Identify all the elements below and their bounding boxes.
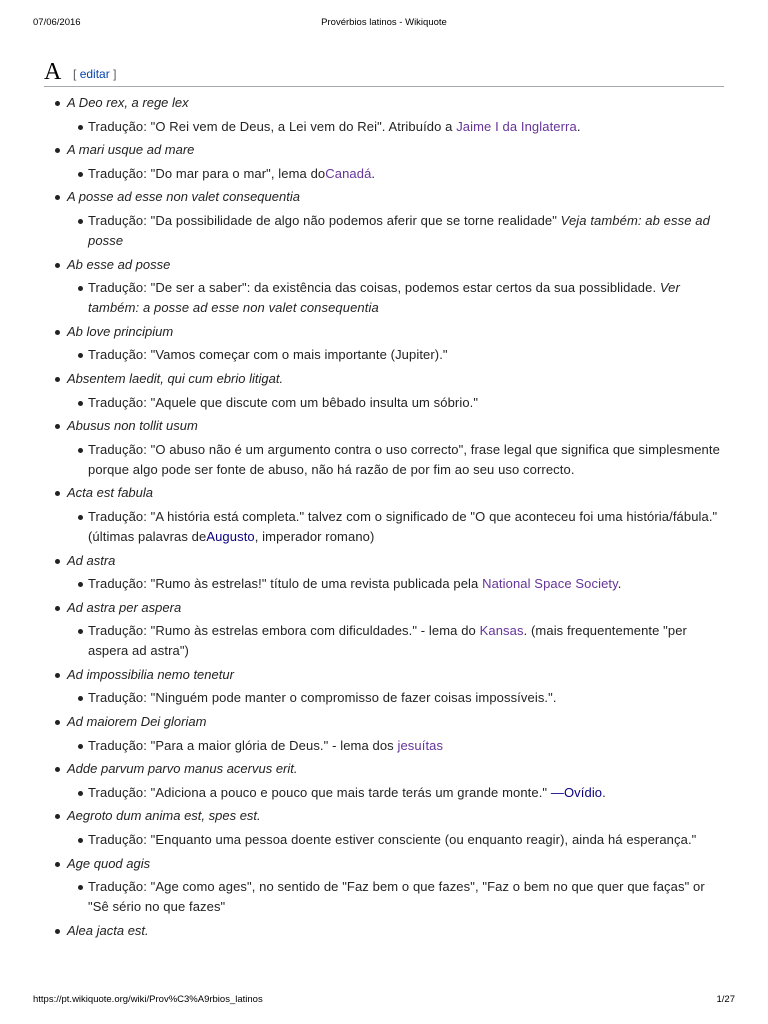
translation-list	[67, 830, 724, 850]
proverb-item	[44, 921, 724, 941]
proverb-item	[44, 483, 724, 547]
translation-text: Tradução: "Vamos começar com o mais importante (Jupiter)."	[88, 347, 448, 363]
translation-text: Tradução: "Age como ages", no sentido de "Faz bem o que fazes", "Faz o bem no que quer que faças" or "Sê sério no que fazes"	[88, 879, 705, 915]
translation-item	[67, 688, 724, 708]
proverb-text: Ad maiorem Dei gloriam	[67, 714, 207, 730]
translation-text: Tradução: "Aquele que discute com um bêbado insulta um sóbrio."	[88, 394, 479, 410]
translation-text: Tradução: "Rumo às estrelas embora com dificuldades." - lema do	[88, 623, 480, 639]
wiki-link[interactable]: Kansas	[479, 623, 524, 639]
see-also-note: Veja também: ab esse ad posse	[88, 212, 710, 248]
translation-list	[67, 211, 724, 251]
translation-list	[67, 345, 724, 365]
proverb-item	[44, 759, 724, 803]
translation-item	[67, 574, 724, 594]
edit-section	[73, 67, 116, 81]
translation-item	[67, 393, 724, 413]
translation-text-tail: .	[617, 576, 622, 592]
print-footer	[33, 994, 735, 1008]
translation-list	[67, 574, 724, 594]
proverb-item	[44, 551, 724, 595]
translation-text: Tradução: "Rumo às estrelas!" título de uma revista publicada pela	[88, 576, 483, 592]
edit-bracket-open: [	[73, 67, 77, 81]
translation-text-tail: .	[576, 118, 581, 134]
translation-text: Tradução: "O abuso não é um argumento contra o uso correcto", frase legal que significa que simplesmente porque algo pode ser fonte de abuso, não há razão de por fim ao seu uso correcto.	[88, 441, 720, 477]
proverb-text: Age quod agis	[67, 855, 151, 871]
wiki-link[interactable]: National Space Society	[482, 576, 618, 592]
translation-item	[67, 877, 724, 917]
translation-text: Tradução: "Ninguém pode manter o compromisso de fazer coisas impossíveis.".	[88, 690, 557, 706]
translation-item	[67, 621, 724, 661]
translation-text-tail: . (mais frequentemente "per aspera ad astra")	[88, 623, 687, 659]
proverb-text: Ad impossibilia nemo tenetur	[67, 666, 234, 682]
proverb-item	[44, 665, 724, 709]
translation-list	[67, 278, 724, 318]
translation-list	[67, 736, 724, 756]
edit-link[interactable]: editar	[79, 67, 110, 81]
proverb-item	[44, 598, 724, 662]
proverb-text: Ad astra per aspera	[67, 599, 182, 615]
translation-text-tail: .	[371, 165, 376, 181]
proverb-item	[44, 369, 724, 413]
proverb-item	[44, 854, 724, 918]
translation-text-tail: , imperador romano)	[254, 528, 375, 544]
translation-text: Tradução: "A história está completa." talvez com o significado de "O que aconteceu foi uma história/fábula." (últimas palavras de	[88, 508, 718, 544]
print-page-title: Provérbios latinos - Wikiquote	[321, 17, 447, 28]
proverb-text: A posse ad esse non valet consequentia	[67, 189, 300, 205]
translation-list	[67, 393, 724, 413]
translation-text: Tradução: "O Rei vem de Deus, a Lei vem do Rei". Atribuído a	[88, 118, 457, 134]
proverb-text: Aegroto dum anima est, spes est.	[67, 808, 261, 824]
print-page-number: 1/27	[716, 994, 735, 1005]
print-url: https://pt.wikiquote.org/wiki/Prov%C3%A9rbios_latinos	[33, 994, 263, 1005]
section-letter: A	[44, 59, 62, 85]
proverb-text: Ab esse ad posse	[67, 256, 171, 272]
translation-item	[67, 440, 724, 480]
translation-item	[67, 830, 724, 850]
wiki-link[interactable]: jesuítas	[397, 737, 444, 753]
translation-text: Tradução: "De ser a saber": da existência das coisas, podemos estar certos da sua possiblidade.	[88, 280, 660, 296]
translation-list	[67, 621, 724, 661]
translation-item	[67, 345, 724, 365]
proverb-list	[44, 93, 724, 941]
section-heading	[44, 58, 724, 87]
proverb-item	[44, 416, 724, 480]
article-content	[44, 58, 724, 944]
translation-list	[67, 877, 724, 917]
translation-item	[67, 164, 724, 184]
print-date: 07/06/2016	[33, 17, 81, 28]
translation-text: Tradução: "Enquanto uma pessoa doente estiver consciente (ou enquanto reagir), ainda há esperança."	[88, 832, 697, 848]
proverb-item	[44, 712, 724, 756]
proverb-item	[44, 93, 724, 137]
translation-list	[67, 440, 724, 480]
proverb-text: Acta est fabula	[67, 485, 153, 501]
proverb-text: Ab love principium	[67, 323, 174, 339]
translation-text-tail: .	[602, 784, 606, 800]
wiki-link[interactable]: Jaime I da Inglaterra	[456, 118, 577, 134]
translation-item	[67, 507, 724, 547]
translation-item	[67, 278, 724, 318]
translation-list	[67, 507, 724, 547]
proverb-text: Ad astra	[67, 552, 116, 568]
translation-text: Tradução: "Da possibilidade de algo não podemos aferir que se torne realidade"	[88, 212, 561, 228]
proverb-item	[44, 187, 724, 251]
edit-bracket-close: ]	[113, 67, 117, 81]
proverb-item	[44, 255, 724, 319]
wiki-link[interactable]: Canadá	[325, 165, 372, 181]
proverb-text: A Deo rex, a rege lex	[67, 95, 189, 110]
print-header	[33, 17, 735, 31]
translation-text: Tradução: "Adiciona a pouco e pouco que mais tarde terás um grande monte."	[88, 784, 551, 800]
see-also-note: Ver também: a posse ad esse non valet consequentia	[88, 280, 680, 316]
translation-list	[67, 783, 724, 803]
translation-text: Tradução: "Para a maior glória de Deus." - lema dos	[88, 737, 398, 753]
proverb-text: Adde parvum parvo manus acervus erit.	[67, 761, 298, 777]
translation-item	[67, 783, 724, 803]
translation-item	[67, 211, 724, 251]
proverb-item	[44, 322, 724, 366]
proverb-text: Abusus non tollit usum	[67, 418, 198, 434]
translation-item	[67, 117, 724, 137]
wiki-link[interactable]: Augusto	[206, 528, 255, 544]
proverb-text: Alea jacta est.	[67, 922, 149, 938]
translation-list	[67, 117, 724, 137]
translation-text: Tradução: "Do mar para o mar", lema do	[88, 165, 326, 181]
proverb-text: Absentem laedit, qui cum ebrio litigat.	[67, 370, 284, 386]
proverb-item	[44, 806, 724, 850]
wiki-link[interactable]: —Ovídio	[550, 784, 603, 800]
proverb-text: A mari usque ad mare	[67, 142, 195, 158]
proverb-item	[44, 140, 724, 184]
translation-item	[67, 736, 724, 756]
translation-list	[67, 688, 724, 708]
translation-list	[67, 164, 724, 184]
